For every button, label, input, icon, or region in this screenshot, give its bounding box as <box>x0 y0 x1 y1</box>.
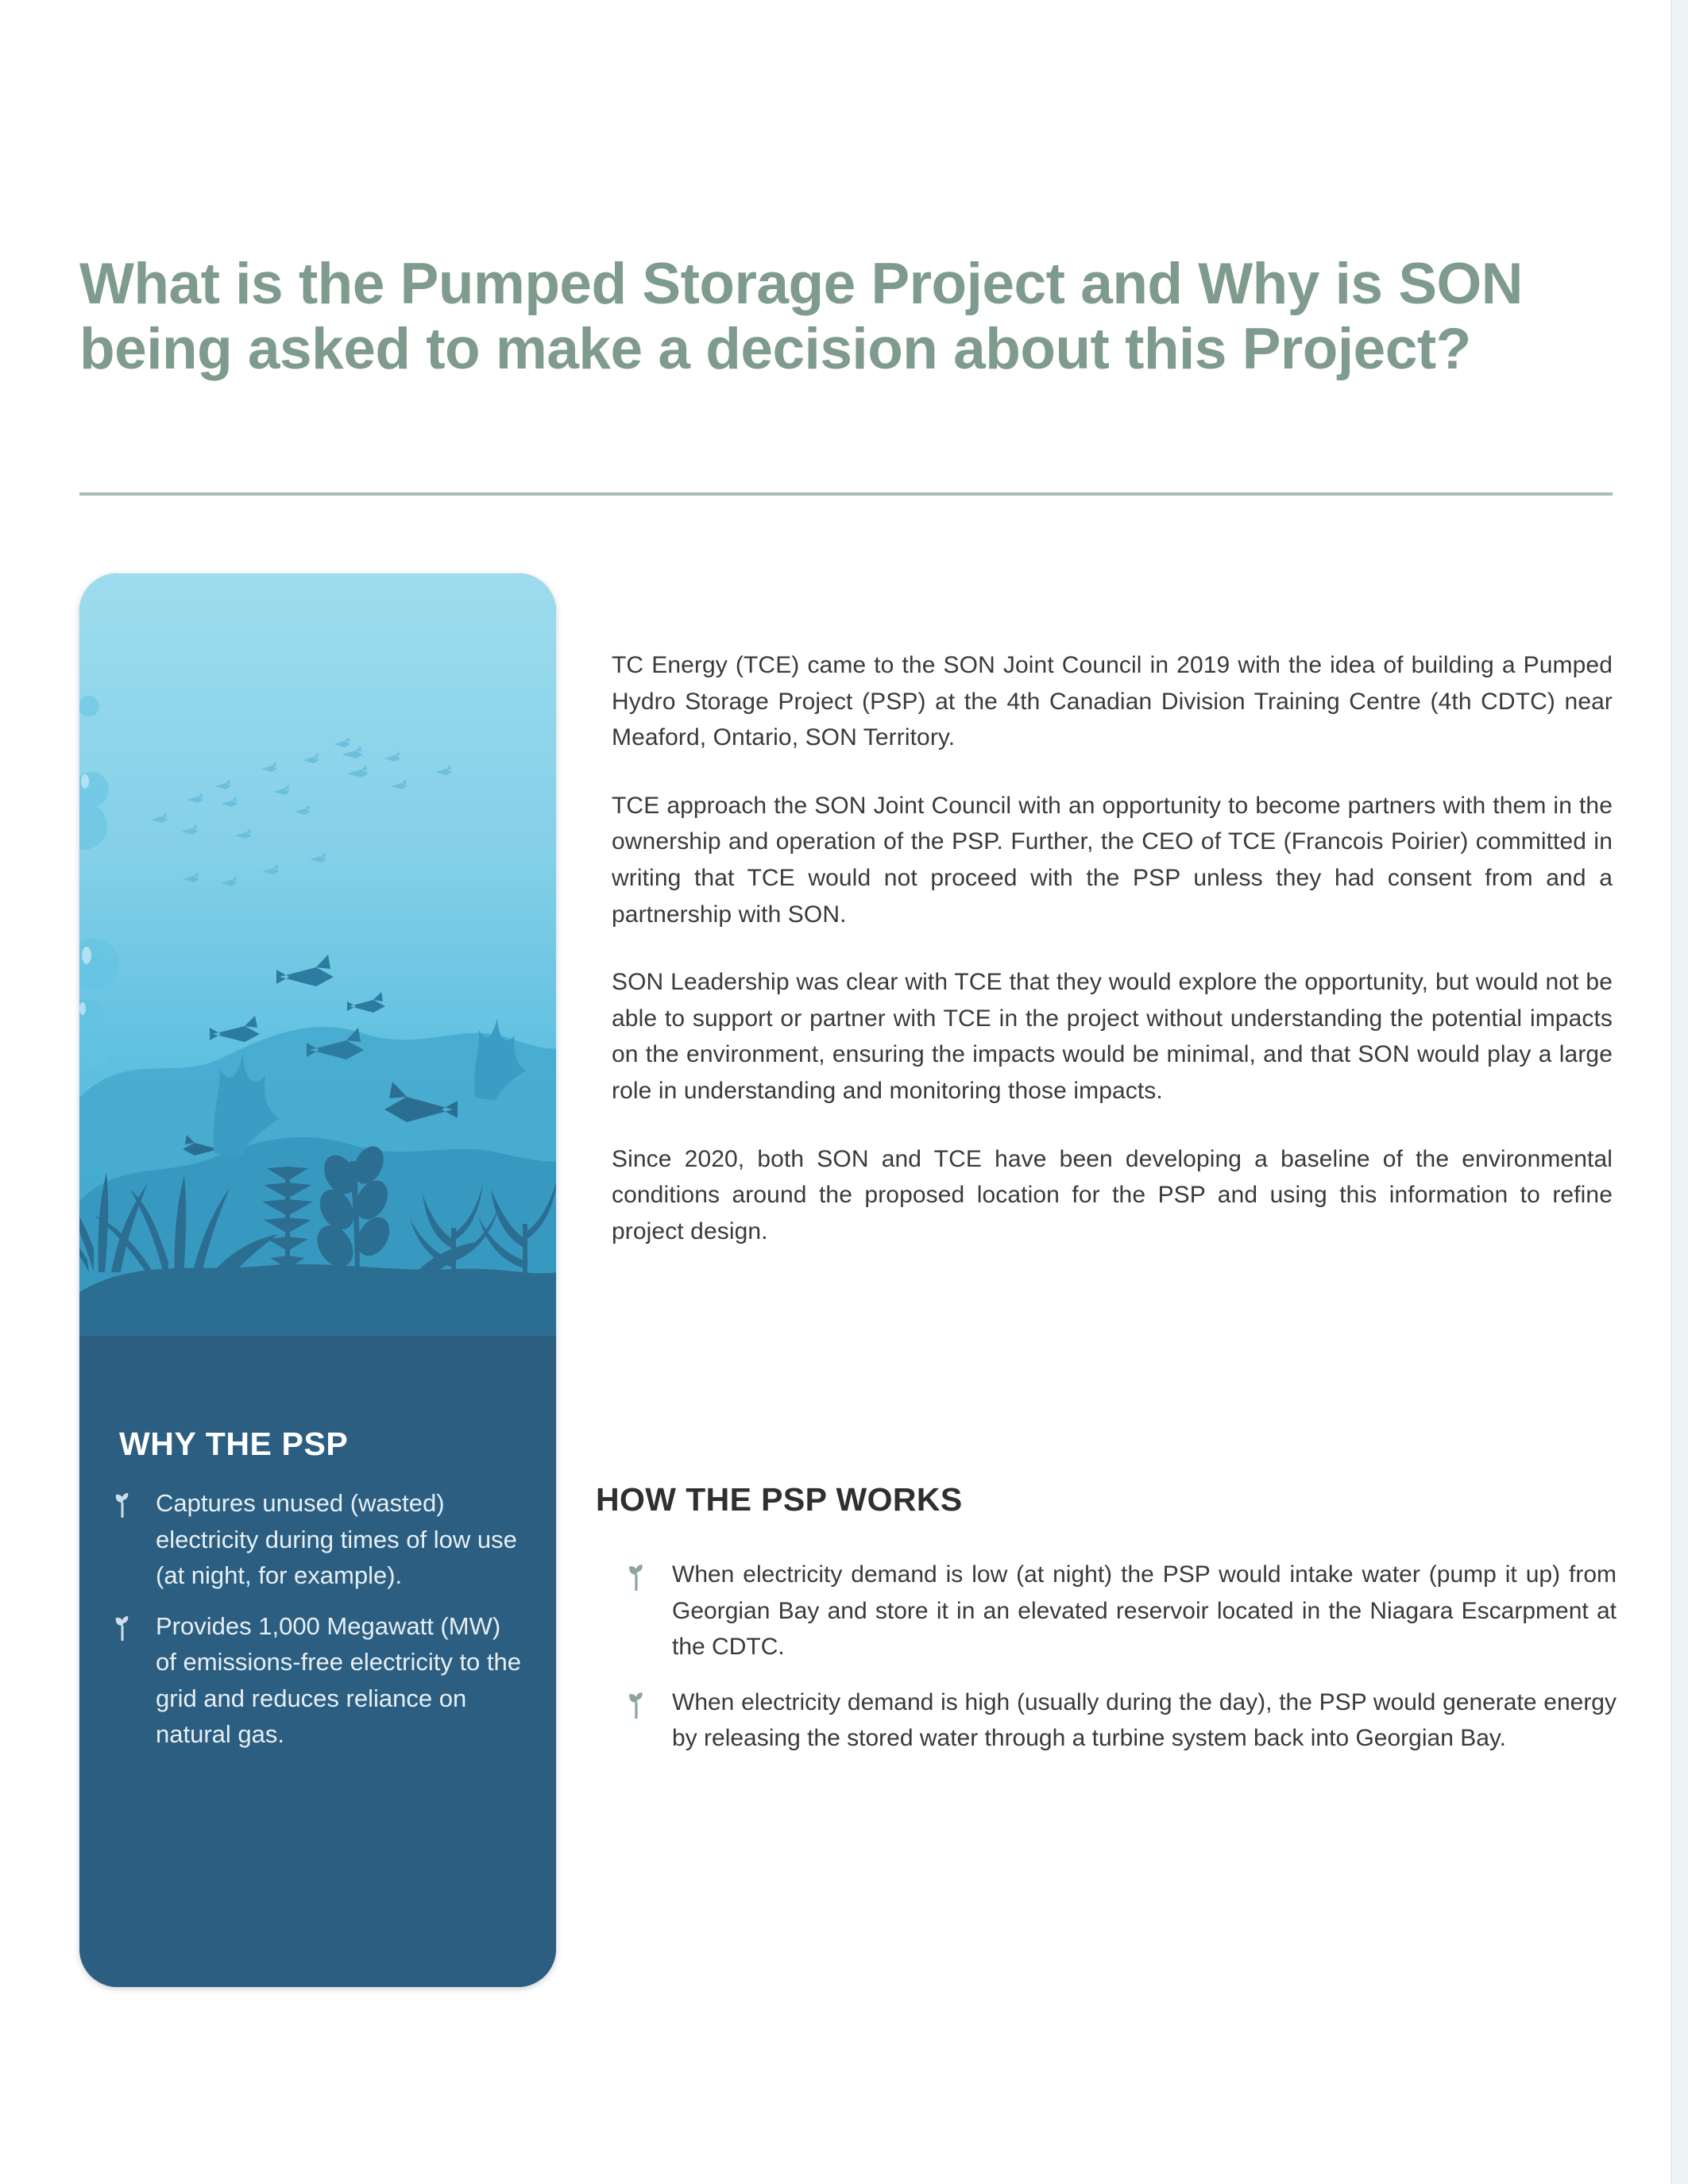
how-the-psp-works-list <box>628 1557 1617 1776</box>
list-item <box>114 1485 527 1594</box>
page-edge-strip <box>1672 0 1688 2184</box>
paragraph: TC Energy (TCE) came to the SON Joint Council in 2019 with the idea of building a Pumped Hydro Storage Project (PSP) at the 4th Canadian Division Training Centre (4th CDTC) near Meaford, Ontario, SON Territory. <box>612 652 1613 751</box>
list-item-label: When electricity demand is high (usually during the day), the PSP would generate energy by releasing the stored water through a turbine system back into Georgian Bay. <box>672 1688 1617 1752</box>
why-the-psp-heading: WHY THE PSP <box>119 1426 349 1462</box>
list-item-label: Captures unused (wasted) electricity during times of low use (at night, for example). <box>156 1489 517 1590</box>
sprout-icon <box>628 1684 672 1757</box>
title-divider <box>79 492 1613 496</box>
why-the-psp-list <box>114 1485 527 1767</box>
paragraph: Since 2020, both SON and TCE have been developing a baseline of the environmental conditions around the proposed location for the PSP and using this information to refine project design. <box>612 1145 1613 1244</box>
list-item <box>628 1557 1617 1665</box>
why-the-psp-card-body <box>79 1336 556 1987</box>
paragraph: SON Leadership was clear with TCE that they would explore the opportunity, but would not be able to support or partner with TCE in the project without understanding the potential impacts on the environment, ensuring the impacts would be minimal, and that SON would play a large role in understanding and monitoring those impacts. <box>612 969 1613 1104</box>
underwater-ocean-scene-illustration <box>79 573 556 1368</box>
how-the-psp-works-heading: HOW THE PSP WORKS <box>596 1481 963 1518</box>
paragraph: TCE approach the SON Joint Council with an opportunity to become partners with them in the ownership and operation of the PSP. Further, the CEO of TCE (Francois Poirier) committed in writing that TCE would not proceed with the PSP unless they had consent from and a partnership with SON. <box>612 792 1613 928</box>
list-item-label: When electricity demand is low (at night) the PSP would intake water (pump it up) from Georgian Bay and store it in an elevated reservoir located in the Niagara Escarpment at the CDTC. <box>672 1561 1617 1661</box>
page-title: What is the Pumped Storage Project and Why is SON being asked to make a decision about this Project? <box>79 251 1524 381</box>
why-the-psp-card <box>79 573 556 1987</box>
list-item-label: Provides 1,000 Megawatt (MW) of emissions-free electricity to the grid and reduces reliance on natural gas. <box>156 1611 522 1749</box>
sprout-icon <box>114 1608 156 1753</box>
sprout-icon <box>114 1485 156 1594</box>
sprout-icon <box>628 1557 672 1665</box>
main-text-column <box>612 647 1613 1249</box>
list-item <box>114 1608 527 1753</box>
list-item <box>628 1684 1617 1757</box>
